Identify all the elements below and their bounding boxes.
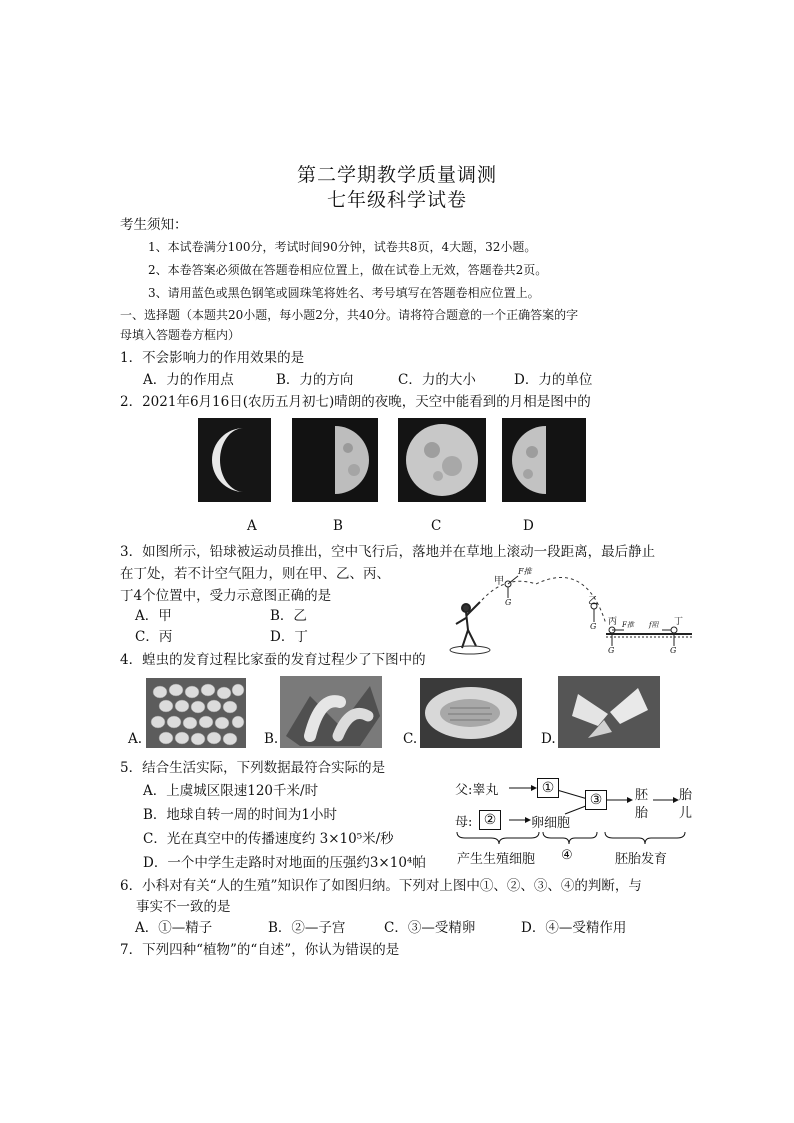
pos-label-ding: 丁 — [674, 617, 684, 627]
q6-stem-line1: 6．小科对有关“人的生殖”知识作了如图归纳。下列对上图中①、②、③、④的判断，与 — [120, 878, 642, 894]
page-subtitle: 七年级科学试卷 — [326, 189, 467, 211]
diagram-egg: 卵细胞 — [531, 816, 571, 831]
q6-stem-line2: 事实不一致的是 — [136, 899, 231, 915]
q3-option-a: A．甲 — [135, 608, 172, 624]
pos-label-yi: 乙 — [588, 596, 598, 607]
diagram-embryo-1: 胚 — [635, 788, 649, 803]
cocoon-pupa-icon — [420, 678, 522, 748]
q3-stem-line2: 在丁处，若不计空气阻力，则在甲、乙、丙、 — [120, 566, 390, 582]
q5-stem: 5．结合生活实际，下列数据最符合实际的是 — [120, 760, 386, 776]
moon-phase-image-c — [398, 418, 486, 502]
gravity-label-bing: G — [608, 646, 615, 655]
q2-label-d: D — [523, 518, 534, 534]
diagram-box-2: ② — [479, 810, 501, 830]
pos-label-jia: 甲 — [494, 576, 504, 587]
q3-stem-line1: 3．如图所示，铅球被运动员推出，空中飞行后，落地并在草地上滚动一段距离，最后静止 — [120, 544, 656, 560]
section-heading-line1: 一、选择题（本题共20小题，每小题2分，共40分。请将符合题意的一个正确答案的字 — [120, 308, 579, 322]
diagram-bottom-1: 产生生殖细胞 — [457, 852, 536, 867]
moth-icon — [558, 676, 660, 748]
q6-option-a: A．①—精子 — [135, 920, 213, 936]
pupa-image — [420, 678, 522, 748]
force-label-friction: f阻 — [649, 621, 659, 629]
notice-item-1: 1、本试卷满分100分，考试时间90分钟，试卷共8页，4大题，32小题。 — [148, 240, 537, 254]
page-title: 第二学期教学质量调测 — [296, 164, 497, 186]
section-heading-line2: 母填入答题卷方框内） — [120, 328, 241, 342]
q1-option-c: C．力的大小 — [398, 372, 476, 388]
q5-option-a: A．上虞城区限速120千米/时 — [143, 783, 319, 799]
notice-item-3: 3、请用蓝色或黑色钢笔或圆珠笔将姓名、考号填写在答题卷相应位置上。 — [148, 286, 540, 300]
q1-stem: 1．不会影响力的作用效果的是 — [120, 350, 305, 366]
diagram-fetus-1: 胎 — [679, 788, 693, 803]
reproduction-diagram — [455, 776, 695, 868]
moon-full-icon — [398, 418, 486, 502]
diagram-father: 父:睾丸 — [455, 783, 499, 798]
gravity-label-jia: G — [505, 598, 512, 607]
q3-stem-line3: 丁4个位置中，受力示意图正确的是 — [120, 588, 332, 604]
moon-first-quarter-icon — [292, 418, 378, 502]
q7-stem: 7．下列四种“植物”的“自述”，你认为错误的是 — [120, 942, 400, 958]
q3-option-d: D．丁 — [270, 629, 308, 645]
q1-option-a: A．力的作用点 — [143, 372, 234, 388]
athlete-icon — [456, 602, 480, 648]
force-label-push: F推 — [518, 567, 532, 576]
moon-phase-image-a — [198, 418, 271, 502]
q5-option-b: B．地球自转一周的时间为1小时 — [143, 807, 338, 823]
larvae-image — [280, 676, 382, 748]
q5-option-c: C．光在真空中的传播速度约 3×10⁵米/秒 — [143, 831, 394, 847]
q5-option-d: D．一个中学生走路时对地面的压强约3×10⁴帕 — [143, 855, 426, 871]
diagram-mother: 母: — [455, 815, 473, 830]
moth-image — [558, 676, 660, 748]
notice-heading: 考生须知： — [120, 217, 188, 233]
silkworm-larva-icon — [280, 676, 382, 748]
diagram-fetus-2: 儿 — [679, 806, 693, 821]
diagram-bottom-2: ④ — [561, 848, 573, 863]
q6-option-d: D．④—受精作用 — [521, 920, 627, 936]
moon-phase-image-b — [292, 418, 378, 502]
diagram-box-3: ③ — [585, 790, 607, 810]
q4-label-b: B. — [264, 731, 279, 747]
q6-option-c: C．③—受精卵 — [384, 920, 476, 936]
diagram-box-1: ① — [537, 778, 559, 798]
eggs-icon — [146, 678, 246, 748]
diagram-embryo-2: 胎 — [635, 806, 649, 821]
q2-label-c: C — [431, 518, 442, 534]
moon-phase-image-d — [502, 418, 586, 502]
q1-option-d: D．力的单位 — [514, 372, 593, 388]
moon-last-quarter-icon — [502, 418, 586, 502]
q4-label-d: D. — [541, 731, 556, 747]
eggs-image — [146, 678, 246, 748]
q2-stem: 2．2021年6月16日(农历五月初七)晴朗的夜晚，天空中能看到的月相是图中的 — [120, 394, 591, 410]
pos-label-bing: 丙 — [608, 617, 618, 627]
gravity-label-yi: G — [590, 622, 597, 631]
q4-label-a: A. — [128, 731, 143, 747]
moon-crescent-icon — [198, 418, 271, 502]
notice-item-2: 2、本卷答案必须做在答题卷相应位置上，做在试卷上无效，答题卷共2页。 — [148, 263, 548, 277]
q4-stem: 4．蝗虫的发育过程比家蚕的发育过程少了下图中的 — [120, 652, 426, 668]
q2-label-b: B — [333, 518, 343, 534]
force-label-push-bing: F推 — [622, 621, 634, 629]
shot-put-figure — [446, 564, 696, 660]
gravity-label-ding: G — [670, 646, 677, 655]
q2-label-a: A — [247, 518, 257, 534]
q4-label-c: C. — [403, 731, 418, 747]
q6-option-b: B．②—子宫 — [268, 920, 346, 936]
q3-option-b: B．乙 — [270, 608, 307, 624]
diagram-bottom-3: 胚胎发育 — [615, 852, 668, 867]
q3-option-c: C．丙 — [135, 629, 173, 645]
q1-option-b: B．力的方向 — [276, 372, 354, 388]
